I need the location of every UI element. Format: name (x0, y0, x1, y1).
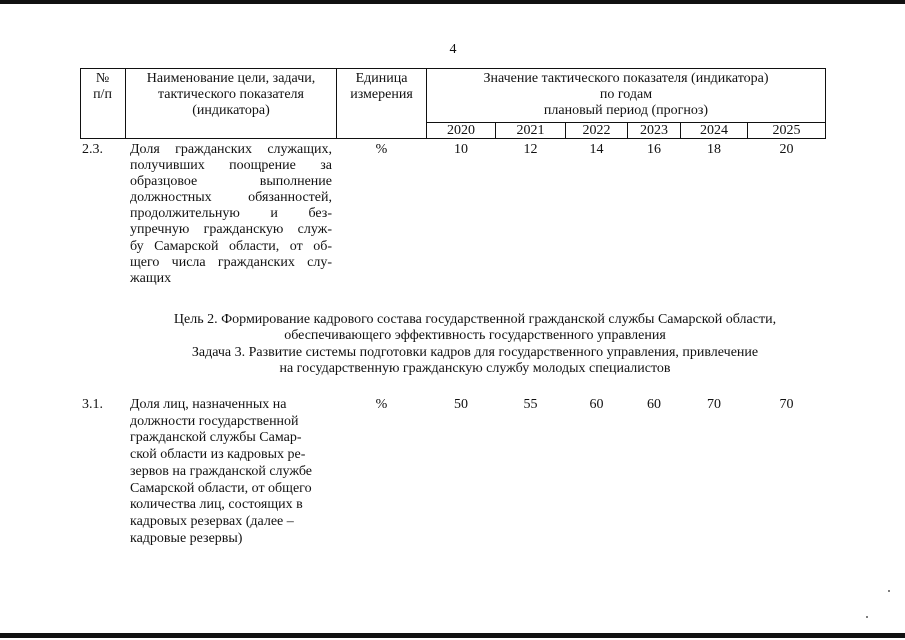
row-value: 55 (523, 397, 538, 412)
year-header: 2021 (516, 123, 545, 138)
row-value: 60 (647, 397, 661, 412)
col-name-line: тактического показателя (158, 87, 304, 102)
col-unit-line: Единица (355, 71, 408, 86)
name-line: продолжительную и без- (130, 206, 332, 222)
col-number-line: № (95, 71, 110, 86)
year-header: 2022 (582, 123, 611, 138)
name-line: Доля гражданских служащих, (130, 142, 332, 157)
col-number-header (80, 71, 125, 103)
name-line: Доля лиц, назначенных на (130, 397, 287, 412)
name-line: количества лиц, состоящих в (130, 497, 303, 513)
top-border (0, 0, 905, 4)
col-name-line: (индикатора) (192, 103, 270, 118)
scan-speck (866, 616, 868, 618)
row-value: 16 (647, 142, 661, 157)
year-header: 2023 (640, 123, 668, 138)
row-value: 50 (454, 397, 468, 412)
name-line: гражданской службы Самар- (130, 430, 302, 446)
name-line: получивших поощрение за (130, 158, 332, 174)
name-line: должностных обязанностей, (130, 190, 332, 206)
table-header (80, 68, 826, 139)
page-number: 4 (449, 42, 457, 57)
row-value: 60 (589, 397, 604, 412)
row-value: 18 (707, 142, 721, 157)
col-values-line: по годам (599, 87, 653, 102)
task-line: Задача 3. Развитие системы подготовки кадров для государственного управления, привлечение (191, 345, 759, 360)
name-line: зервов на гражданской службе (130, 463, 312, 479)
row-value: 70 (779, 397, 794, 412)
header-top-line (80, 68, 826, 69)
col-name-header (126, 71, 336, 119)
col-number-line: п/п (93, 87, 112, 102)
bottom-border (0, 633, 905, 638)
name-line: упречную гражданскую служ- (130, 222, 332, 238)
header-border-right (825, 68, 826, 139)
row-indicator-name (130, 142, 332, 287)
year-header: 2025 (772, 123, 801, 138)
goal-line: обеспечивающего эффективность государственного управления (284, 328, 666, 343)
col-name-line: Наименование цели, задачи, (146, 71, 316, 86)
row-unit: % (375, 142, 388, 157)
col-unit-line: измерения (350, 87, 413, 102)
name-line: щего числа гражданских слу- (130, 254, 332, 270)
row-unit: % (375, 397, 388, 412)
planned-period-label: плановый период (прогноз) (543, 103, 709, 118)
name-line: ской области из кадровых ре- (130, 447, 306, 463)
task-line: на государственную гражданскую службу молодых специалистов (279, 361, 671, 376)
name-line: образцовое выполнение (130, 174, 332, 190)
row-value: 14 (589, 142, 604, 157)
row-value: 12 (523, 142, 538, 157)
name-line: Самарской области, от общего (130, 480, 312, 496)
row-value: 10 (454, 142, 468, 157)
name-line: бу Самарской области, от об- (130, 238, 332, 254)
goal-heading (150, 312, 800, 344)
name-line: жащих (130, 270, 172, 286)
row-indicator-name (130, 397, 340, 547)
task-heading (150, 345, 800, 377)
col-values-header (427, 71, 825, 119)
scan-speck (888, 590, 890, 592)
year-header: 2020 (447, 123, 475, 138)
col-unit-header (337, 71, 426, 103)
name-line: кадровых резервах (далее – (130, 513, 294, 529)
name-line: должности государственной (130, 413, 299, 429)
col-values-line: Значение тактического показателя (индикатора) (483, 71, 769, 86)
row-value: 70 (707, 397, 721, 412)
name-line: кадровые резервы) (130, 530, 243, 546)
row-number: 2.3. (82, 142, 103, 157)
row-value: 20 (779, 142, 794, 157)
goal-line: Цель 2. Формирование кадрового состава государственной гражданской службы Самарской области, (173, 312, 777, 327)
year-header: 2024 (700, 123, 728, 138)
row-number: 3.1. (82, 397, 103, 412)
